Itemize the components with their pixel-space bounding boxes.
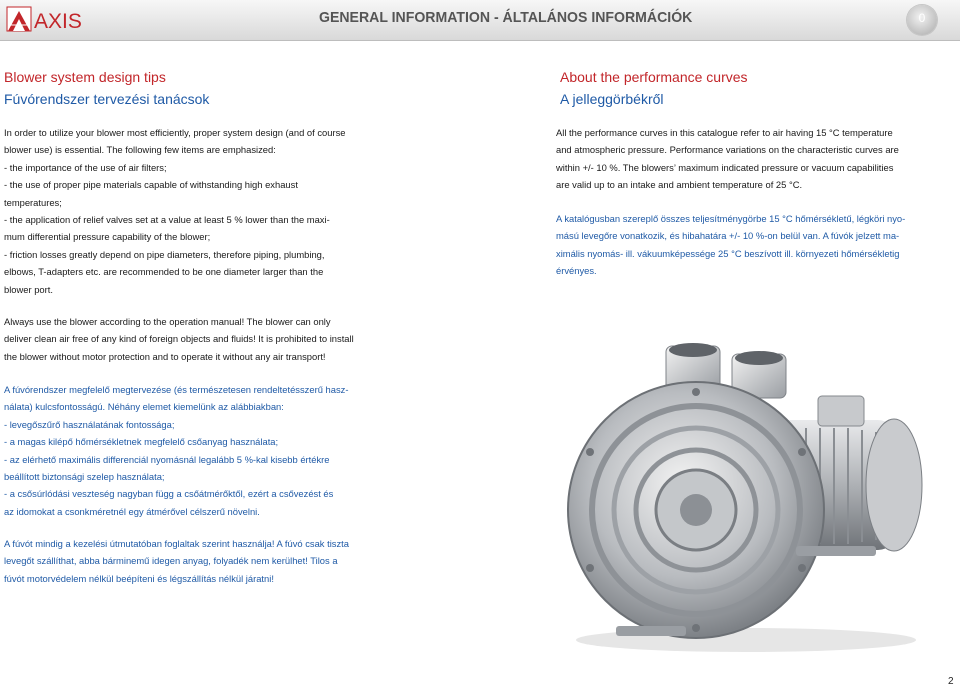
logo-text: AXIS bbox=[34, 10, 82, 33]
text-line: - the application of relief valves set at a value at least 5 % lower than the maxi- bbox=[4, 214, 330, 226]
text-line: az idomokat a csonkméretnél egy átmérővel célszerű növelni. bbox=[4, 505, 260, 517]
text-line: are valid up to an intake and ambient temperature of 25 °C. bbox=[556, 179, 803, 191]
text-line: levegőt szállíthat, abba bárminemű idegen anyag, folyadék nem kerülhet! Tilos a bbox=[4, 555, 338, 567]
text-line: - a csősúrlódási veszteség nagyban függ a csőátmérőktől, ezért a csővezést és bbox=[4, 488, 334, 500]
warning-hu bbox=[4, 535, 396, 587]
text-line: the blower without motor protection and to operate it without any air transport! bbox=[4, 350, 326, 362]
page-number: 2 bbox=[948, 676, 954, 687]
text-line: In order to utilize your blower most efficiently, proper system design (and of course bbox=[4, 127, 346, 138]
text-line: - the use of proper pipe materials capable of withstanding high exhaust bbox=[4, 179, 298, 191]
warning-en bbox=[4, 313, 394, 365]
section-heading-hu: A jelleggörbékről bbox=[560, 91, 664, 107]
text-line: A katalógusban szereplő összes teljesítménygörbe 15 °C hőmérsékletű, légköri nyo- bbox=[556, 213, 906, 224]
section-heading-en: Blower system design tips bbox=[4, 69, 166, 85]
text-line: temperatures; bbox=[4, 196, 62, 208]
design-tips-hu bbox=[4, 381, 396, 520]
text-line: ximális nyomás- ill. vákuumképessége 25 °C beszívott ill. környezeti hőmérsékletig bbox=[556, 247, 900, 259]
page-header bbox=[0, 0, 960, 41]
text-line: mású levegőre vonatkozik, és hibahatára +/- 10 %-on belül van. A fúvók jelzett ma- bbox=[556, 230, 900, 242]
text-line: All the performance curves in this catalogue refer to air having 15 °C temperature bbox=[556, 127, 893, 138]
performance-curves-en bbox=[556, 124, 952, 194]
text-line: - levegőszűrő használatának fontossága; bbox=[4, 418, 175, 430]
text-line: deliver clean air free of any kind of foreign objects and fluids! It is prohibited to install bbox=[4, 333, 354, 345]
text-line: blower port. bbox=[4, 283, 53, 295]
page-title: GENERAL INFORMATION - ÁLTALÁNOS INFORMÁCIÓK bbox=[319, 9, 693, 26]
text-line: - the importance of the use of air filters; bbox=[4, 161, 167, 173]
text-line: mum differential pressure capability of the blower; bbox=[4, 231, 211, 243]
design-tips-en bbox=[4, 124, 394, 298]
text-line: - a magas kilépő hőmérsékletnek megfelelő csőanyag használata; bbox=[4, 436, 279, 448]
blower-product-image bbox=[556, 340, 934, 656]
text-line: - friction losses greatly depend on pipe diameters, therefore piping, plumbing, bbox=[4, 248, 325, 260]
section-heading-en: About the performance curves bbox=[560, 69, 748, 85]
text-line: A fúvórendszer megfelelő megtervezése (és természetesen rendeltetésszerű hasz- bbox=[4, 384, 349, 395]
left-column bbox=[4, 66, 394, 110]
text-line: blower use) is essential. The following few items are emphasized: bbox=[4, 144, 276, 156]
text-line: within +/- 10 %. The blowers’ maximum indicated pressure or vacuum capabilities bbox=[556, 161, 894, 173]
text-line: fúvót motorvédelem nélkül beépíteni és légszállítás nélkül járatni! bbox=[4, 572, 274, 584]
text-line: elbows, T-adapters etc. are recommended to be one diameter larger than the bbox=[4, 266, 324, 278]
performance-curves-hu bbox=[556, 210, 952, 280]
gear-badge-icon bbox=[907, 5, 937, 35]
text-line: Always use the blower according to the operation manual! The blower can only bbox=[4, 316, 331, 327]
text-line: nálata) kulcsfontosságú. Néhány elemet kiemelünk az alábbiakban: bbox=[4, 401, 284, 413]
text-line: and atmospheric pressure. Performance variations on the characteristic curves are bbox=[556, 144, 899, 156]
text-line: - az elérhető maximális differenciál nyomásnál legalább 5 %-kal kisebb értékre bbox=[4, 453, 330, 465]
text-line: beállított biztonsági szelep használata; bbox=[4, 471, 165, 483]
right-column bbox=[560, 66, 950, 110]
section-heading-hu: Fúvórendszer tervezési tanácsok bbox=[4, 91, 210, 107]
badge-glyph: 0 bbox=[918, 11, 926, 25]
axis-logo bbox=[6, 5, 98, 33]
text-line: A fúvót mindig a kezelési útmutatóban foglaltak szerint használja! A fúvó csak tiszta bbox=[4, 538, 349, 549]
text-line: érvényes. bbox=[556, 265, 597, 277]
